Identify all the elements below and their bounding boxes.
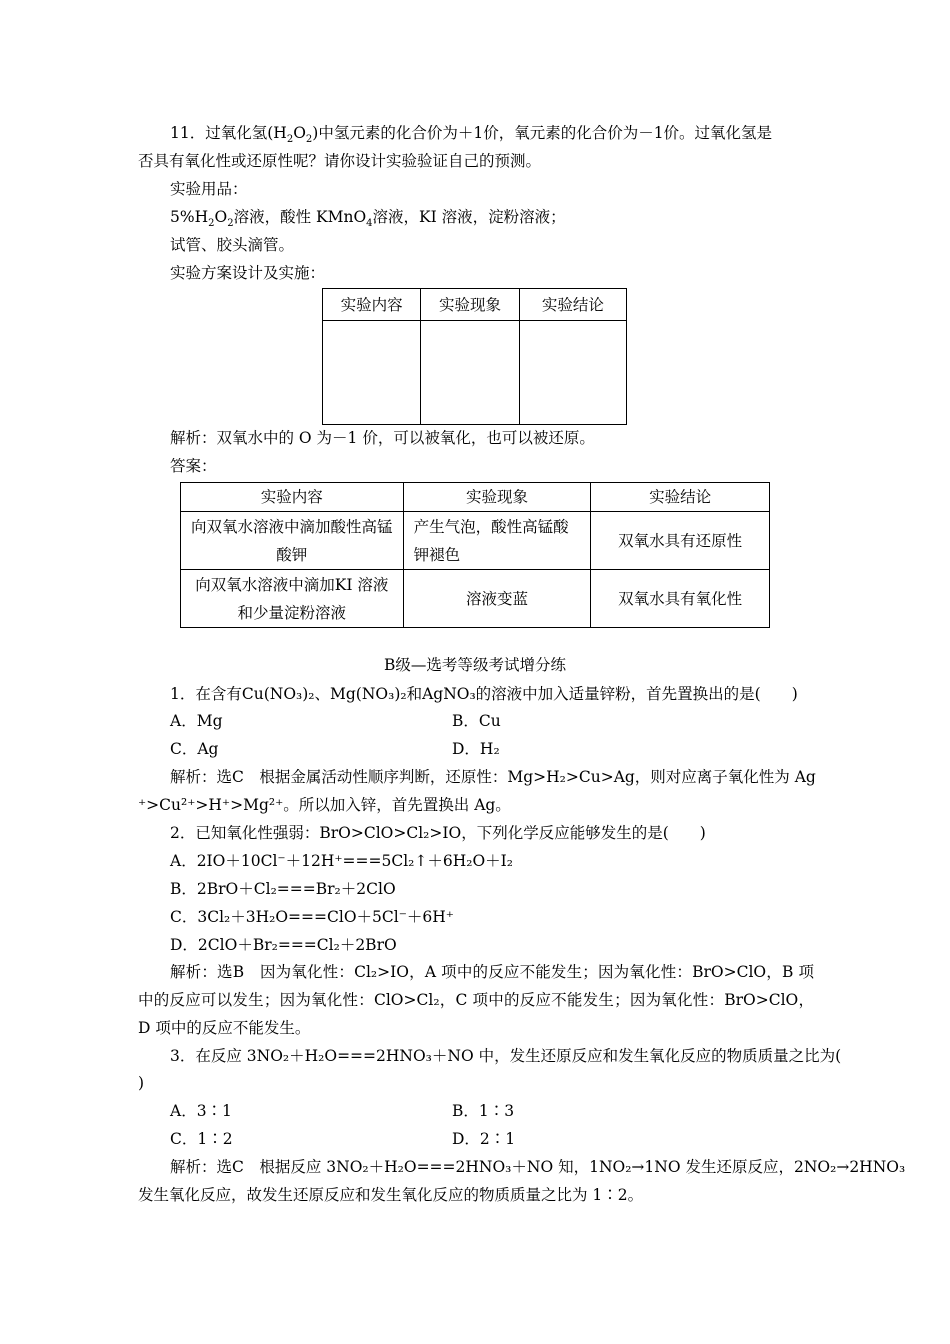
blank-header-conclusion: 实验结论 [519, 289, 626, 321]
q11-design-label: 实验方案设计及实施： [170, 264, 326, 282]
b-q3-option-c: C．1∶2 [170, 1130, 233, 1148]
b-q1-option-b: B．Cu [452, 712, 501, 730]
answer-row1-content: 向双氧水溶液中滴加酸性高锰酸钾 [181, 512, 404, 570]
b-q1-option-a: A．Mg [170, 712, 223, 730]
blank-header-content: 实验内容 [323, 289, 421, 321]
b-q2-option-c: C．3Cl₂＋3H₂O===ClO＋5Cl⁻＋6H⁺ [170, 908, 454, 926]
q11-answer-label: 答案： [170, 457, 217, 475]
b-q3-option-a: A．3∶1 [170, 1102, 232, 1120]
b-q1-analysis-line1: 解析：选C 根据金属活动性顺序判断，还原性：Mg>H₂>Cu>Ag，则对应离子氧化性为 Ag [170, 768, 816, 786]
answer-header-content: 实验内容 [181, 483, 404, 512]
answer-row1-phenomenon: 产生气泡，酸性高锰酸钾褪色 [403, 512, 591, 570]
b-q2-option-d: D．2ClO＋Br₂===Cl₂＋2BrO [170, 936, 397, 954]
b-q1-stem: 1．在含有Cu(NO₃)₂、Mg(NO₃)₂和AgNO₃的溶液中加入适量锌粉，首先置换出的是( ) [170, 685, 798, 703]
b-q1-option-c: C．Ag [170, 740, 219, 758]
answer-row2-content: 向双氧水溶液中滴加KI 溶液和少量淀粉溶液 [181, 570, 404, 628]
section-heading-b: B级—选考等级考试增分练 [384, 656, 566, 674]
b-q3-option-b: B．1∶3 [452, 1102, 515, 1120]
q11-stem-line1: 11．过氧化氢$(H_2O_2)$中氢元素的化合价为＋1价，氧元素的化合价为－1价。过氧化氢是 [170, 124, 773, 146]
b-q2-option-a: A．2IO＋10Cl⁻＋12H⁺===5Cl₂↑＋6H₂O＋I₂ [170, 852, 514, 870]
blank-experiment-table [322, 288, 627, 425]
answer-header-conclusion: 实验结论 [591, 483, 770, 512]
q11-analysis: 解析：双氧水中的 O 为－1 价，可以被氧化，也可以被还原。 [170, 429, 595, 447]
b-q3-analysis-line1: 解析：选C 根据反应 3NO₂＋H₂O===2HNO₃＋NO 知，1NO₂→1NO 发生还原反应，2NO₂→2HNO₃ [170, 1158, 906, 1176]
blank-cell [421, 321, 519, 425]
q11-supplies-line2: 试管、胶头滴管。 [170, 236, 295, 254]
b-q1-option-d: D．H₂ [452, 740, 500, 758]
b-q3-analysis-line2: 发生氧化反应，故发生还原反应和发生氧化反应的物质质量之比为 1∶2。 [138, 1186, 644, 1204]
q11-number: 11． [170, 124, 206, 142]
b-q2-stem: 2．已知氧化性强弱：BrO>ClO>Cl₂>IO，下列化学反应能够发生的是( ) [170, 824, 706, 842]
b-q3-stem-line2: ) [138, 1074, 145, 1092]
blank-header-phenomenon: 实验现象 [421, 289, 519, 321]
blank-cell [519, 321, 626, 425]
b-q2-option-b: B．2BrO＋Cl₂===Br₂＋2ClO [170, 880, 396, 898]
b-q1-analysis-line2: ⁺>Cu²⁺>H⁺>Mg²⁺。所以加入锌，首先置换出 Ag。 [138, 796, 511, 814]
answer-table [180, 482, 770, 628]
b-q3-option-d: D．2∶1 [452, 1130, 516, 1148]
answer-row2-phenomenon: 溶液变蓝 [403, 570, 591, 628]
blank-cell [323, 321, 421, 425]
b-q2-analysis: 解析：选B 因为氧化性：Cl₂>IO，A 项中的反应不能发生；因为氧化性：BrO>ClO，B 项中的反应可以发生；因为氧化性：ClO>Cl₂，C 项中的反应不能发生；因为氧化性：BrO>ClO，D 项中的反应不能发生。 [138, 963, 814, 1037]
answer-header-phenomenon: 实验现象 [403, 483, 591, 512]
q11-supplies-line1: $5\%H_2O_2$溶液，酸性 KMnO$_4$溶液，KI 溶液，淀粉溶液； [170, 208, 566, 230]
answer-row2-conclusion: 双氧水具有氧化性 [591, 570, 770, 628]
q11-stem-line2: 否具有氧化性或还原性呢？请你设计实验验证自己的预测。 [138, 152, 542, 170]
q11-supplies-label: 实验用品： [170, 180, 248, 198]
answer-row1-conclusion: 双氧水具有还原性 [591, 512, 770, 570]
b-q3-stem-line1: 3．在反应 3NO₂＋H₂O===2HNO₃＋NO 中，发生还原反应和发生氧化反应的物质质量之比为( [170, 1047, 842, 1065]
